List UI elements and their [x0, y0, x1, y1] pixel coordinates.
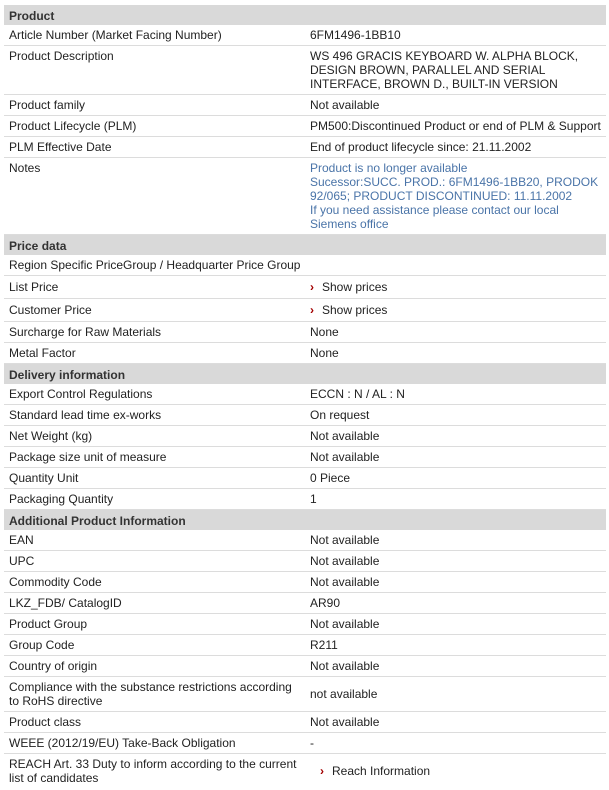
product-class-label: Product class — [9, 715, 82, 729]
show-prices-label: Show prices — [322, 280, 388, 294]
commodity-code-value: Not available — [310, 575, 380, 589]
customer-price-label: Customer Price — [9, 303, 92, 317]
plm-date-label: PLM Effective Date — [9, 140, 112, 154]
note-line: Sucessor:SUCC. PROD.: 6FM1496-1BB20, PRODOK 92/065; PRODUCT DISCONTINUED: 11.11.2002 — [310, 175, 599, 203]
group-code-label: Group Code — [9, 638, 75, 652]
table-row — [4, 635, 606, 656]
note-line: If you need assistance please contact our local Siemens office — [310, 203, 559, 231]
table-row — [4, 46, 606, 95]
table-row — [4, 614, 606, 635]
group-code-value: R211 — [310, 638, 338, 652]
package-size-label: Package size unit of measure — [9, 450, 167, 464]
export-control-label: Export Control Regulations — [9, 387, 153, 401]
metal-factor-value: None — [310, 346, 339, 360]
table-row — [4, 343, 606, 364]
table-row — [4, 530, 606, 551]
table-row — [4, 551, 606, 572]
table-row — [4, 468, 606, 489]
reach-information-link[interactable] — [305, 754, 606, 788]
net-weight-label: Net Weight (kg) — [9, 429, 93, 443]
table-row — [4, 299, 606, 322]
chevron-right-icon: › — [320, 764, 324, 778]
metal-factor-label: Metal Factor — [9, 346, 76, 360]
notes-label: Notes — [9, 161, 41, 175]
catalog-id-label: LKZ_FDB/ CatalogID — [9, 596, 122, 610]
table-row — [4, 677, 606, 712]
list-price-label: List Price — [9, 280, 59, 294]
description-label: Product Description — [9, 49, 114, 63]
table-row — [4, 95, 606, 116]
table-row — [4, 322, 606, 343]
table-row — [4, 137, 606, 158]
table-row — [4, 733, 606, 754]
table-row — [4, 712, 606, 733]
note-line: Product is no longer available — [310, 161, 468, 175]
table-row — [4, 25, 606, 46]
commodity-code-label: Commodity Code — [9, 575, 102, 589]
export-control-value: ECCN : N / AL : N — [310, 387, 405, 401]
section-heading-product: Product — [4, 5, 606, 25]
table-row — [4, 593, 606, 614]
table-row — [4, 656, 606, 677]
lead-time-value: On request — [310, 408, 370, 422]
family-value: Not available — [310, 98, 380, 112]
table-row — [4, 426, 606, 447]
table-row — [4, 447, 606, 468]
net-weight-value: Not available — [310, 429, 380, 443]
table-row — [4, 158, 606, 235]
customer-price-show-button[interactable] — [305, 299, 606, 321]
quantity-unit-value: 0 Piece — [310, 471, 351, 485]
family-label: Product family — [9, 98, 86, 112]
lifecycle-value: PM500:Discontinued Product or end of PLM & Support — [310, 119, 601, 133]
country-of-origin-value: Not available — [310, 659, 380, 673]
surcharge-value: None — [310, 325, 339, 339]
upc-label: UPC — [9, 554, 35, 568]
section-heading-additional: Additional Product Information — [4, 510, 606, 530]
rohs-compliance-label: Compliance with the substance restrictions according to RoHS directive — [9, 680, 292, 708]
catalog-id-value: AR90 — [310, 596, 341, 610]
product-group-label: Product Group — [9, 617, 88, 631]
chevron-right-icon: › — [310, 280, 314, 294]
table-row — [4, 754, 606, 788]
table-row — [4, 572, 606, 593]
show-prices-label: Show prices — [322, 303, 388, 317]
quantity-unit-label: Quantity Unit — [9, 471, 79, 485]
reach-label: REACH Art. 33 Duty to inform according to the current list of candidates — [9, 757, 297, 785]
weee-value: - — [310, 736, 314, 750]
ean-label: EAN — [9, 533, 34, 547]
packaging-quantity-value: 1 — [310, 492, 317, 506]
product-class-value: Not available — [310, 715, 380, 729]
table-row — [4, 255, 606, 276]
list-price-show-button[interactable] — [305, 276, 606, 298]
reach-information-label: Reach Information — [332, 764, 431, 778]
table-row — [4, 384, 606, 405]
description-value: WS 496 GRACIS KEYBOARD W. ALPHA BLOCK, DESIGN BROWN, PARALLEL AND SERIAL INTERFACE, BROWN D., BUILT-IN VERSION — [310, 49, 579, 91]
article-number-label: Article Number (Market Facing Number) — [9, 28, 222, 42]
table-row — [4, 405, 606, 426]
upc-value: Not available — [310, 554, 380, 568]
weee-label: WEEE (2012/19/EU) Take-Back Obligation — [9, 736, 236, 750]
article-number-value: 6FM1496-1BB10 — [310, 28, 401, 42]
rohs-compliance-value: not available — [310, 687, 378, 701]
packaging-quantity-label: Packaging Quantity — [9, 492, 114, 506]
section-heading-delivery: Delivery information — [4, 364, 606, 384]
region-price-group-label: Region Specific PriceGroup / Headquarter Price Group — [9, 258, 301, 272]
table-row — [4, 276, 606, 299]
table-row — [4, 116, 606, 137]
section-heading-price: Price data — [4, 235, 606, 255]
package-size-value: Not available — [310, 450, 380, 464]
country-of-origin-label: Country of origin — [9, 659, 98, 673]
lead-time-label: Standard lead time ex-works — [9, 408, 162, 422]
surcharge-label: Surcharge for Raw Materials — [9, 325, 162, 339]
chevron-right-icon: › — [310, 303, 314, 317]
lifecycle-label: Product Lifecycle (PLM) — [9, 119, 137, 133]
ean-value: Not available — [310, 533, 380, 547]
notes-value — [305, 158, 606, 234]
plm-date-value: End of product lifecycle since: 21.11.2002 — [310, 140, 532, 154]
table-row — [4, 489, 606, 510]
product-group-value: Not available — [310, 617, 380, 631]
